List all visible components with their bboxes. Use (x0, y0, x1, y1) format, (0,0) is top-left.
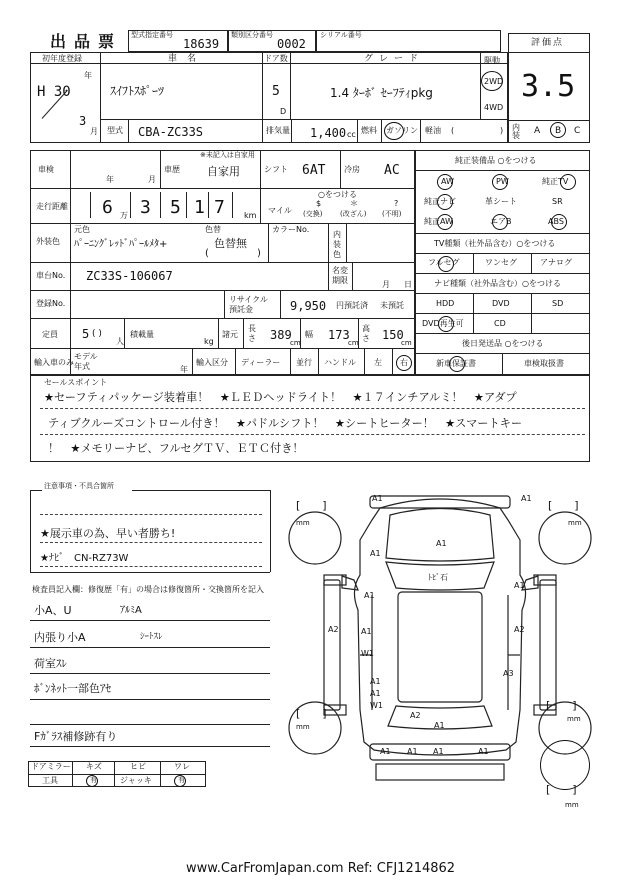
grade-value: 1.4 ﾀｰﾎﾞ ｾｰﾌﾃｨpkg (330, 86, 433, 100)
docs-title: 後日発送品 ○をつける (462, 339, 544, 348)
color-code-label: カラーNo. (272, 225, 310, 234)
inspector-line-1b: ｱﾙﾐA (120, 605, 142, 616)
fuel-gasoline: ガソリン (386, 126, 418, 135)
car-name: ｽｲﾌﾄｽﾎﾟｰﾂ (110, 84, 165, 98)
inspector-line-2: 内張り小A (34, 631, 86, 644)
handle-right-circle (396, 355, 412, 371)
meter-rewind: (改ざん) (340, 210, 367, 218)
mark-windshield-chip: ﾄﾋﾞ石 (428, 573, 448, 582)
equip-tv-circle (560, 174, 576, 190)
hood (386, 509, 494, 562)
displacement-value: 1,400 (310, 126, 347, 140)
mileage-digit-4: 1 (194, 197, 205, 218)
recycle-unit: 円預託済 (336, 301, 368, 310)
tools-label: 工具 (42, 776, 58, 785)
mark-fender-right-a1: A1 (514, 581, 525, 590)
mark-door-left-2-a1: A1 (361, 627, 372, 636)
drive-label: 駆動 (484, 56, 500, 65)
mark-quarter-left-a1: A1 (370, 677, 381, 686)
model-year-label: モデル年式 (74, 352, 98, 371)
capacity-paren: ( ) (92, 329, 102, 339)
interior-c: C (574, 126, 581, 136)
equip-navi-circle (437, 194, 453, 210)
meter-unknown-sym: ? (394, 199, 399, 208)
equip-tv: 純正TV (542, 177, 569, 186)
equipment-title: 純正装備品 ○をつける (455, 156, 537, 165)
score-value: 3.5 (521, 69, 576, 104)
equip-aw-circle (437, 174, 453, 190)
height-cm: cm (401, 339, 412, 347)
jack-label: ジャッキ (120, 776, 152, 785)
color-label: 外装色 (36, 237, 60, 246)
tire-spare-mm: mm (565, 801, 579, 809)
missing-scratch: キズ (86, 762, 102, 771)
interior-a: A (534, 126, 541, 136)
ac-label: 冷房 (344, 165, 360, 174)
equip-pw-circle (492, 174, 508, 190)
navi-title: ナビ種類（社外品含む）○をつける (434, 279, 561, 288)
mark-fender-left-a1: A1 (370, 549, 381, 558)
mark-sill-right-a2: A2 (514, 625, 525, 634)
fuel-paren-open: ( (451, 126, 455, 135)
load-label: 積載量 (130, 330, 154, 339)
tire-fl-mm: mm (296, 519, 310, 527)
sales-line-1: ★セーフティパッケージ装着車！ ★ＬＥＤヘッドライト！ ★１７インチアルミ！ ★アダプ (44, 391, 517, 404)
grade-label: グレード (364, 54, 425, 64)
name-change-label: 名変期限 (332, 266, 348, 285)
mark-front-bumper-a1: A1 (372, 494, 383, 503)
model-year-unit: 年 (180, 365, 188, 374)
sales-line-3: ！ ★メモリーナビ、フルセグＴＶ、ＥＴＣ付き！ (48, 442, 304, 455)
notes-line-2: ★ﾅﾋﾞ CN-RZ73W (40, 553, 129, 564)
usage-value: 自家用 (207, 165, 240, 178)
shift-value: 6AT (302, 163, 326, 178)
length-label: 長さ (248, 324, 256, 343)
color-paren-close: ) (257, 248, 261, 259)
fuel-light-oil: 軽油 (425, 126, 441, 135)
navi-sd: SD (552, 299, 564, 308)
month-unit: 月 (90, 127, 98, 136)
name-change-day: 日 (404, 280, 412, 289)
inspector-line-1: 小A、U (34, 604, 72, 617)
serial-label: シリアル番号 (320, 31, 362, 39)
equip-airbag-circle (492, 214, 508, 230)
shaken-year-unit: 年 (106, 175, 114, 184)
color-change-value: 色替無 (214, 237, 247, 250)
usage-note: ※未記入は自家用 (200, 151, 255, 159)
type-number: 18639 (183, 37, 220, 51)
drive-2wd-circle (481, 71, 503, 91)
doors-value: 5 (272, 84, 280, 99)
first-reg-label: 初年度登録 (42, 54, 82, 63)
cc-unit: cc (347, 130, 356, 139)
missing-mirror: ドアミラー (31, 762, 71, 771)
chassis-value: ZC33S-106067 (86, 269, 173, 283)
front-bumper (370, 496, 510, 508)
recycle-unpaid: 未預託 (380, 301, 404, 310)
shaken-month-unit: 月 (148, 175, 156, 184)
door-type: D (280, 107, 287, 116)
tire-rl-mm: mm (296, 723, 310, 731)
length-value: 389 (270, 328, 292, 342)
sales-point-label: セールスポイント (44, 378, 108, 387)
tire-spare-bracket: [ ] (546, 783, 577, 796)
fuel-gasoline-circle (384, 122, 404, 140)
equip-abs-circle (551, 214, 567, 230)
displacement-label: 排気量 (266, 126, 290, 135)
mark-front-bumper-a1-b: A1 (521, 494, 532, 503)
shaken-label: 車検 (38, 165, 54, 174)
car-name-label: 車名 (168, 54, 207, 64)
fuel-paren-close: ) (500, 126, 504, 135)
usage-label: 車歴 (164, 165, 180, 174)
width-cm: cm (348, 339, 359, 347)
equip-pw: PW (496, 177, 509, 186)
roof (398, 592, 482, 702)
registration-label: 登録No. (36, 299, 66, 308)
equip-navi: 純正ナビ (424, 197, 456, 206)
inspector-line-3: 荷室ｽﾚ (34, 657, 67, 670)
equip-abs: ABS (548, 217, 564, 226)
width-label: 幅 (305, 330, 313, 339)
mark-quarter-left-2-a1: A1 (370, 689, 381, 698)
drive-4wd: 4WD (484, 103, 504, 112)
tire-front-right (539, 512, 591, 564)
sill-right (540, 580, 556, 710)
meter-unknown: (不明) (382, 210, 402, 218)
navi-dvd: DVD (492, 299, 510, 308)
jack-value: 有 (178, 776, 185, 784)
mark-quarter-right-a3: A3 (503, 669, 514, 678)
class-number-label: 類別区分番号 (231, 31, 273, 39)
shift-label: シフト (264, 165, 288, 174)
equip-sr: SR (552, 197, 563, 206)
chassis-label: 車台No. (36, 271, 66, 280)
missing-break: ワレ (174, 762, 190, 771)
first-reg-year: H 30 (37, 84, 71, 100)
meter-rewind-sym: ＊ (350, 199, 358, 208)
mileage-digit-1: 6 (102, 197, 113, 218)
tire-fr-bracket: [ ] (548, 499, 579, 512)
missing-crack: ヒビ (130, 762, 146, 771)
meter-circle-note: ○をつける (318, 190, 357, 199)
drive-2wd: 2WD (484, 77, 504, 86)
interior-color-label: 内装色 (333, 230, 341, 259)
interior-b-circle (550, 122, 566, 138)
tv-oneseg: ワンセグ (485, 258, 517, 267)
docs-manual: 車検取扱書 (524, 359, 564, 368)
mark-rear-bumper-a1-1: A1 (380, 747, 391, 756)
mark-rear-a1: A1 (434, 721, 445, 730)
color-paren-open: ( (205, 248, 209, 259)
mirror-left (342, 576, 358, 590)
year-unit: 年 (84, 71, 92, 80)
model-label: 型式 (107, 126, 123, 135)
equip-alloy-circle (437, 214, 453, 230)
navi-dvd-playback-circle (438, 316, 454, 332)
tire-rl-bracket: [ ] (296, 707, 327, 720)
mileage-digit-3: 5 (170, 197, 181, 218)
class-number: 0002 (277, 37, 306, 51)
navi-hdd: HDD (436, 299, 455, 308)
inspector-line-4: ﾎﾞﾝﾈｯﾄ一部色ｱｾ (34, 682, 111, 695)
notes-line-1: ★展示車の為、早い者勝ち! (40, 527, 176, 540)
sales-line-2: ティブクルーズコントロール付き！ ★パドルシフト！ ★シートヒーター！ ★スマートキー (48, 417, 523, 430)
color-original-label: 元色 (74, 225, 90, 234)
meter-exchange-sym: $ (316, 199, 322, 208)
height-label: 高さ (362, 324, 370, 343)
docs-warranty-circle (449, 356, 465, 372)
meter-mile: マイル (268, 206, 292, 215)
tire-fl-bracket: [ ] (296, 499, 327, 512)
handle-left: 左 (374, 358, 382, 367)
equip-leather: 革シート (485, 197, 517, 206)
mark-quarter-left-w1: W1 (370, 701, 383, 710)
tv-title: TV種類（社外品含む）○をつける (434, 239, 556, 248)
navi-cd: CD (494, 319, 506, 328)
length-cm: cm (290, 339, 301, 347)
color-change-label: 色替 (205, 225, 221, 234)
inspector-line-2b: ｼｰﾄｽﾚ (140, 632, 163, 642)
dims-label: 諸元 (222, 330, 238, 339)
tv-fullseg: フルセグ (428, 258, 460, 267)
type-number-label: 型式指定番号 (131, 31, 173, 39)
car-body-outline (354, 499, 525, 755)
tv-fullseg-circle (438, 256, 454, 272)
notes-label: 注意事項・不具合箇所 (44, 482, 114, 490)
tire-rr-mm: mm (567, 715, 581, 723)
sill-left (324, 580, 340, 710)
import-div-label: 輸入区分 (196, 358, 228, 367)
mark-sill-left-a2: A2 (328, 625, 339, 634)
handle-label: ハンドル (324, 358, 356, 367)
name-change-month: 月 (382, 280, 390, 289)
height-value: 150 (382, 328, 404, 342)
mileage-km: km (244, 211, 257, 220)
tire-fr-mm: mm (568, 519, 582, 527)
color-value: ﾊﾟｰﾆﾝｸﾞﾚｯﾄﾞﾊﾟｰﾙﾒﾀ+ (74, 239, 168, 250)
equip-airbag: エアB (490, 217, 512, 226)
mark-door-left-w1: W1 (361, 649, 374, 658)
capacity-person: 人 (116, 337, 124, 346)
mark-rear-bumper-a1-4: A1 (478, 747, 489, 756)
mark-rear-a2: A2 (410, 711, 421, 720)
ac-value: AC (384, 163, 400, 178)
width-value: 173 (328, 328, 350, 342)
tools-circle (86, 775, 98, 787)
mileage-digit-2: 3 (140, 197, 151, 218)
model-value: CBA-ZC33S (138, 125, 204, 139)
mark-hood-a1: A1 (436, 539, 447, 548)
mark-door-left-a1: A1 (364, 591, 375, 600)
load-kg: kg (204, 337, 214, 346)
import-parallel: 並行 (296, 358, 312, 367)
mark-rear-bumper-a1-3: A1 (433, 747, 444, 756)
import-label: 輸入車のみ (34, 358, 74, 367)
meter-exchange: (交換) (303, 210, 323, 218)
score-label: 評価点 (531, 38, 565, 48)
footer-ref: www.CarFromJapan.com Ref: CFJ1214862 (186, 861, 456, 876)
recycle-value: 9,950 (290, 299, 327, 313)
inspector-label: 検査員記入欄：修復歴「有」の場合は修復箇所・交換箇所を記入 (32, 585, 264, 594)
tire-rr-bracket: [ ] (546, 699, 577, 712)
equip-aw: AW (441, 177, 454, 186)
fuel-label: 燃料 (361, 126, 377, 135)
import-dealer: ディーラー (241, 358, 281, 367)
capacity-value: 5 (82, 327, 90, 341)
inspector-line-5: Fｶﾞﾗｽ補修跡有り (34, 730, 118, 743)
navi-dvd-playback: DVD再生可 (422, 319, 464, 328)
docs-warranty: 新車保証書 (436, 359, 476, 368)
equip-alloy: 純正AW (424, 217, 453, 226)
mark-rear-bumper-a1-2: A1 (407, 747, 418, 756)
capacity-label: 定員 (42, 330, 58, 339)
doors-label: ドア数 (264, 54, 288, 63)
interior-label: 内装 (512, 123, 520, 140)
mileage-digit-5: 7 (214, 197, 225, 218)
jack-circle (174, 775, 186, 787)
interior-b: B (555, 126, 562, 136)
mileage-label: 走行距離 (36, 202, 68, 211)
recycle-label: リサイクル預託金 (229, 295, 268, 314)
mileage-man: 万 (120, 211, 128, 220)
rear-panel (376, 764, 504, 780)
first-reg-month: 3 (79, 114, 87, 128)
page-title: 出品票 (50, 32, 123, 51)
tools-value: 有 (90, 776, 97, 784)
handle-right: 右 (400, 358, 408, 367)
tv-analog: アナログ (540, 258, 572, 267)
